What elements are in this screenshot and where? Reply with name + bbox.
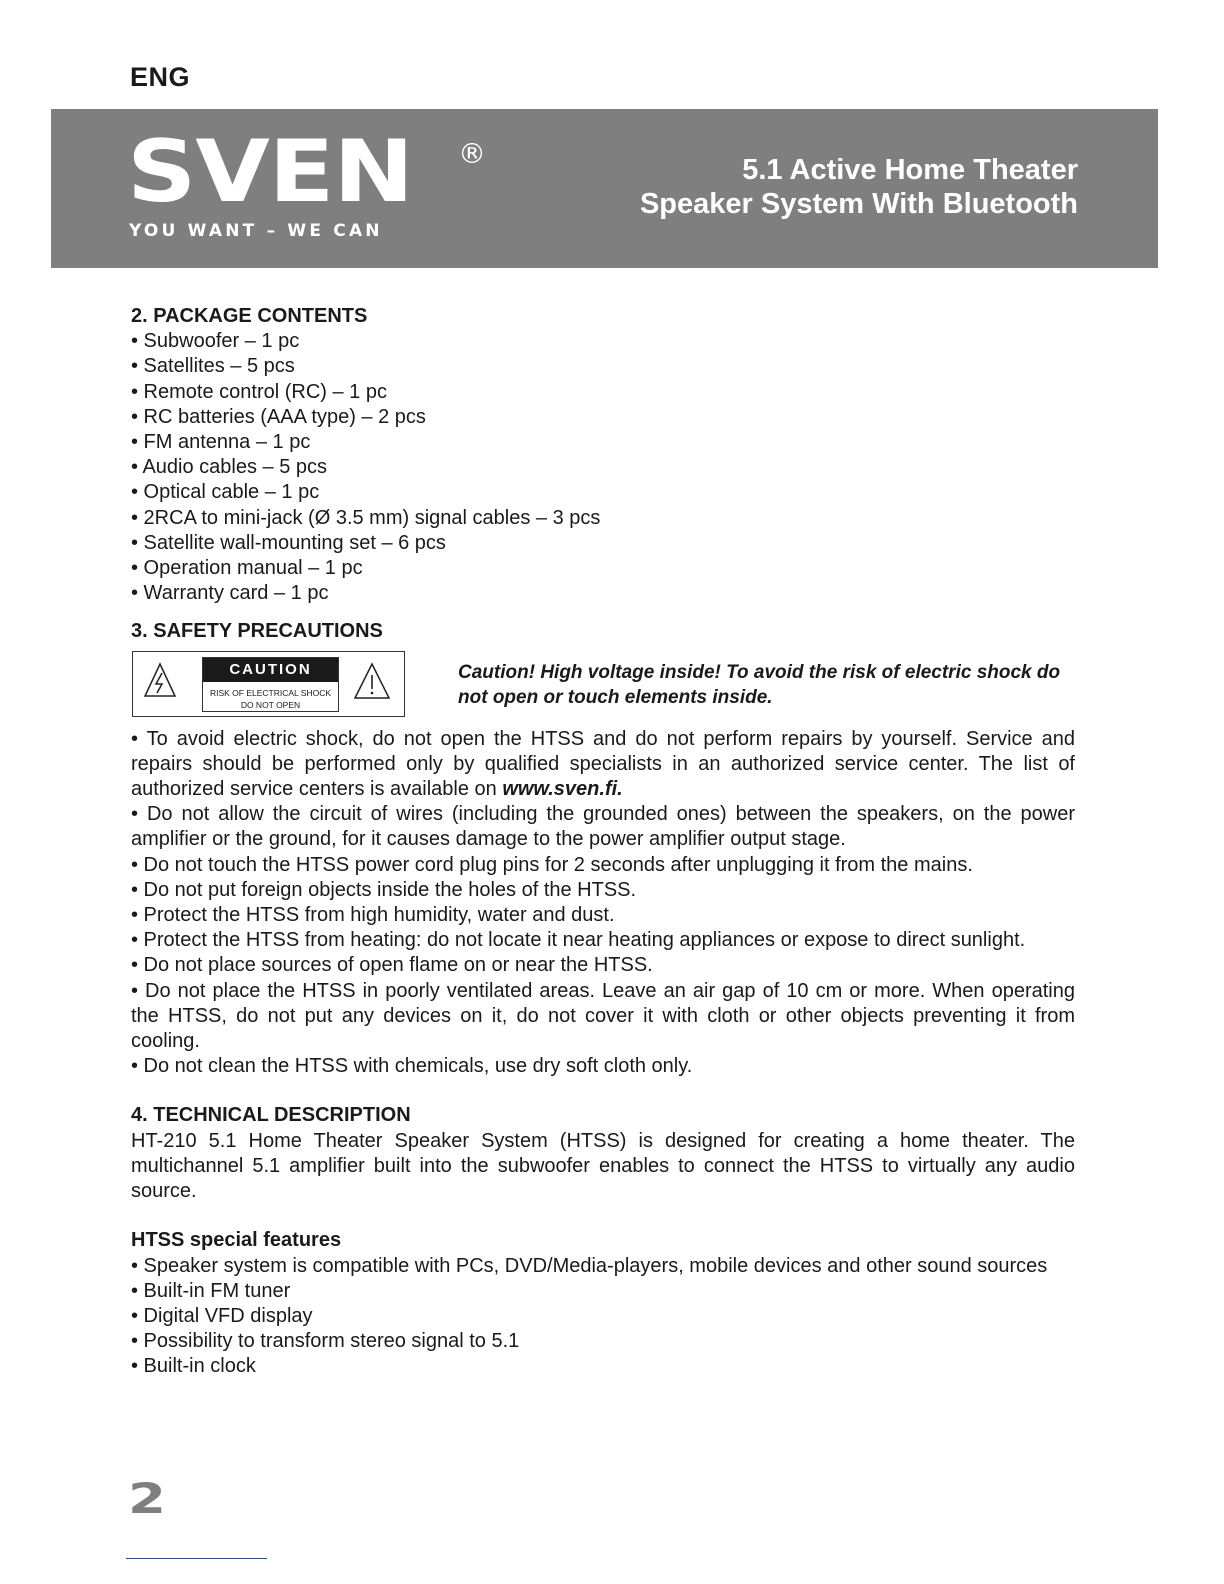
list-item: • Speaker system is compatible with PCs, DVD/Media-players, mobile devices and other sound sources — [131, 1254, 1048, 1277]
caution-subtitle — [203, 682, 338, 711]
caution-subtitle-line1: RISK OF ELECTRICAL SHOCK — [209, 687, 332, 698]
features-heading: HTSS special features — [131, 1229, 342, 1252]
list-item: • Do not place the HTSS in poorly ventilated areas. Leave an air gap of 10 cm or more. When operating the HTSS, do not put any devices on it, do not cover it with cloth or other objects preventing it from cooling. — [131, 979, 1075, 1053]
logo-tagline: YOU WANT – WE CAN — [129, 221, 383, 241]
language-label: ENG — [130, 62, 191, 92]
registered-mark: ® — [458, 137, 486, 170]
caution-sticker — [202, 657, 339, 712]
package-contents-heading: 2. PACKAGE CONTENTS — [131, 305, 368, 327]
features-section — [131, 1228, 1075, 1379]
list-item: • Do not allow the circuit of wires (including the grounded ones) between the speakers, on the power amplifier or the ground, for it causes damage to the power amplifier output stage. — [131, 803, 1075, 851]
list-item: • Protect the HTSS from high humidity, water and dust. — [131, 904, 615, 927]
caution-title: CAUTION — [203, 658, 338, 682]
list-item: • RC batteries (AAA type) – 2 pcs — [131, 405, 426, 428]
list-item: • Optical cable – 1 pc — [131, 481, 320, 504]
list-item: • Remote control (RC) – 1 pc — [131, 380, 387, 403]
header-banner — [51, 109, 1158, 268]
package-list — [131, 329, 1075, 606]
list-item: • Satellites – 5 pcs — [131, 355, 295, 378]
product-title-line2: Speaker System With Bluetooth — [639, 188, 1078, 220]
footer-rule — [126, 1558, 267, 1559]
technical-section — [131, 1103, 1075, 1204]
sven-logo: SVEN — [127, 122, 413, 222]
list-item: • Subwoofer – 1 pc — [131, 330, 300, 353]
product-title-line1: 5.1 Active Home Theater — [742, 154, 1078, 186]
caution-subtitle-line2: DO NOT OPEN — [240, 699, 301, 710]
page-number: 2 — [128, 1474, 167, 1523]
list-item: • Warranty card – 1 pc — [131, 582, 329, 605]
caution-warning-text: Caution! High voltage inside! To avoid the risk of electric shock do not open or touch elements inside. — [458, 661, 1061, 708]
list-item: • Protect the HTSS from heating: do not locate it near heating appliances or expose to direct sunlight. — [131, 929, 1026, 952]
list-item: • Audio cables – 5 pcs — [131, 456, 328, 479]
caution-notice — [131, 651, 1075, 727]
safety-section — [131, 619, 1075, 1079]
list-item: • FM antenna – 1 pc — [131, 431, 311, 454]
list-item: • Built-in clock — [131, 1355, 256, 1378]
list-item: • Possibility to transform stereo signal to 5.1 — [131, 1330, 520, 1353]
technical-paragraph: HT-210 5.1 Home Theater Speaker System (HTSS) is designed for creating a home theater. The multichannel 5.1 amplifier built into the subwoofer enables to connect the HTSS to virtually any audio source. — [131, 1129, 1075, 1203]
technical-heading: 4. TECHNICAL DESCRIPTION — [131, 1104, 411, 1127]
list-item: • Built-in FM tuner — [131, 1279, 291, 1302]
exclamation-warning-icon — [353, 662, 391, 700]
product-title — [640, 153, 1078, 221]
features-list — [131, 1254, 1075, 1380]
main-content — [131, 304, 1075, 1392]
package-contents-section — [131, 304, 1075, 606]
caution-label-box — [132, 651, 405, 717]
list-item: • Do not put foreign objects inside the holes of the HTSS. — [131, 878, 637, 901]
list-item: • Operation manual – 1 pc — [131, 557, 363, 580]
list-item: • Do not clean the HTSS with chemicals, use dry soft cloth only. — [131, 1055, 693, 1078]
list-item — [131, 727, 1075, 803]
safety-item-text: • To avoid electric shock, do not open the HTSS and do not perform repairs by yourself. Service and repairs should be performed only by qualified specialists in an authorized service center. The list of authorized service centers is available on — [131, 727, 1075, 801]
list-item: • 2RCA to mini-jack (Ø 3.5 mm) signal cables – 3 pcs — [131, 506, 601, 529]
safety-heading: 3. SAFETY PRECAUTIONS — [131, 620, 383, 643]
list-item: • Satellite wall-mounting set – 6 pcs — [131, 531, 446, 554]
electric-shock-warning-icon — [143, 662, 177, 698]
list-item: • Do not touch the HTSS power cord plug pins for 2 seconds after unplugging it from the mains. — [131, 853, 973, 876]
list-item: • Do not place sources of open flame on or near the HTSS. — [131, 954, 653, 977]
list-item: • Digital VFD display — [131, 1304, 313, 1327]
website-link[interactable]: www.sven.fi. — [502, 778, 623, 801]
